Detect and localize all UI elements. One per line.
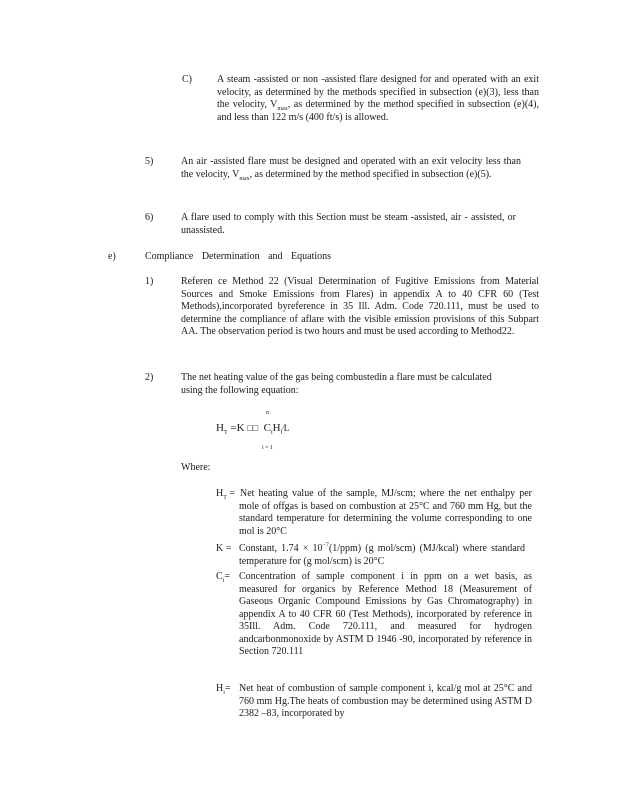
equation-term: C bbox=[263, 422, 271, 434]
def-ci-symbol: $C_i=$ bbox=[216, 571, 230, 584]
where-label: Where: bbox=[181, 462, 211, 473]
item-c-text bbox=[217, 74, 539, 124]
equation-term2: H bbox=[272, 422, 281, 434]
item-2-label: 2) bbox=[145, 372, 154, 383]
def-k-text-part1: Constant, 1.74 × 10 bbox=[239, 543, 323, 554]
exponent: −7 bbox=[322, 542, 329, 549]
item-2-text: The net heating value of the gas being combustedin a flare must be calculated using the following equation: bbox=[181, 372, 492, 396]
def-k-text-part2: (1/ppm) (g mol/scm) (MJ/kcal) where standard temperature for (g mol/scm) is 20°C bbox=[239, 543, 525, 567]
sum-upper-limit: n bbox=[266, 410, 269, 416]
item-c-label: C) bbox=[182, 74, 192, 85]
vmax-subscript: max bbox=[277, 106, 288, 112]
def-k-symbol: K = bbox=[216, 543, 232, 554]
item-c-text-part1: A steam -assisted or non -assisted flare designed for and operated with an exit velocity, as determined by the methods specified in subsection (e)(3), less than the velocity, V bbox=[217, 74, 539, 110]
equation-lhs: H bbox=[216, 422, 224, 434]
summation-symbol: □□ bbox=[247, 423, 259, 433]
equation-rhs: =K bbox=[230, 422, 245, 434]
def-k-text bbox=[239, 543, 525, 568]
section-e-heading: Compliance Determination and Equations bbox=[145, 251, 332, 262]
equation-term-sub: i bbox=[271, 430, 273, 437]
item-6-text: A flare used to comply with this Section must be steam -assisted, air - assisted, or unassisted. bbox=[181, 212, 516, 236]
def-ht-text: Net heating value of the sample, MJ/scm; where the net enthalpy per mole of offgas is based on combustion at 25°C and 760 mm Hg, but the standard temperature for determining the volume corresponding to one mol is 20°C bbox=[239, 488, 532, 537]
section-e-label: e) bbox=[108, 251, 116, 262]
equation-term2-sub: i bbox=[280, 430, 283, 437]
item-c-text-part2: , as determined by the method specified in subsection (e)(4), and less than 122 m/s (400 ft/s) is allowed. bbox=[217, 99, 539, 123]
item-6-label: 6) bbox=[145, 212, 154, 223]
equation-tail: ⁄L bbox=[282, 423, 290, 433]
equation bbox=[216, 422, 289, 435]
vmax-subscript: max bbox=[239, 175, 250, 182]
def-ht-symbol: $H_T$ = bbox=[216, 488, 236, 501]
sum-lower-limit: i = 1 bbox=[262, 445, 274, 451]
equation-lhs-sub: T bbox=[223, 430, 228, 437]
item-5-label: 5) bbox=[145, 156, 154, 167]
def-hi-text: Net heat of combustion of sample component i, kcal/g mol at 25°C and 760 mm Hg.The heats of combustion may be determined using ASTM D 2382 –83, incorporated by bbox=[239, 683, 532, 719]
def-hi-symbol: $H_i=$ bbox=[216, 683, 231, 696]
def-ci-text: Concentration of sample component i in ppm on a wet basis, as measured for organics by Reference Method 18 (Measurement of Gaseous Organic Compound Emissions by Gas Chromatography) in appendix A to 40 CFR 60 (Test Methods), incorporated by reference in 35Ill. Adm. Code 720.111, and measured for hydrogen andcarbonmonoxide by ASTM D 1946 -90, incorporated by reference in Section 720.111 bbox=[239, 571, 532, 657]
item-5-text-part1: An air -assisted flare must be designed and operated with an exit velocity less than the velocity, V bbox=[181, 156, 521, 180]
item-5-text-part2: , as determined by the method specified in subsection (e)(5). bbox=[249, 168, 492, 180]
item-5-text bbox=[181, 156, 521, 181]
item-1-text: Referen ce Method 22 (Visual Determination of Fugitive Emissions from Material Sources and Smoke Emissions from Flares) in appendix A to 40 CFR 60 (Test Methods),incorporated byreference in 35 Ill. Adm. Code 720.111, must be used to determine the compliance of aflare with the visible emission provisions of this Subpart AA. The observation period is two hours and must be used according to Method22. bbox=[181, 276, 539, 337]
item-1-label: 1) bbox=[145, 276, 154, 287]
